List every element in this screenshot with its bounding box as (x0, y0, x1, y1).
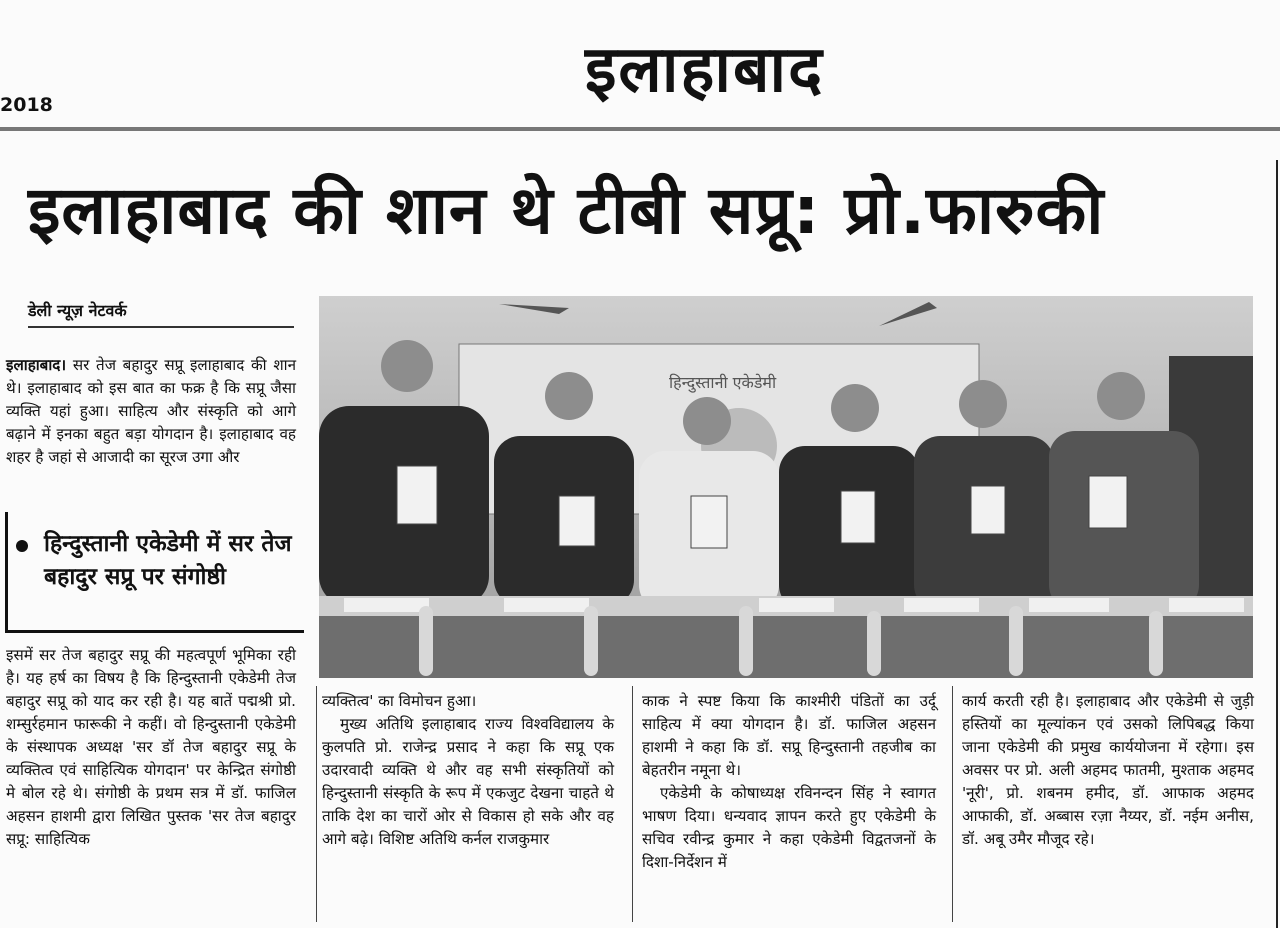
bullet-icon (16, 540, 28, 552)
edition-date: 2018 (0, 94, 53, 116)
article-byline: डेली न्यूज़ नेटवर्क (28, 301, 127, 320)
body-paragraph: कार्य करती रही है। इलाहाबाद और एकेडेमी से जुड़ी हस्तियों का मूल्यांकन एवं उसको लिपिबद्ध किया जाना एकेडेमी की प्रमुख कार्ययोजना में रहेगा। इस अवसर पर प्रो. अली अहमद फातमी, मुश्ताक अहमद 'नूरी', प्रो. शबनम हमीद, डॉ. आफाक अहमद आफाकी, डॉ. अब्बास रज़ा नैय्यर, डॉ. नईम अनीस, डॉ. अबू उमैर मौजूद रहे। (962, 692, 1254, 848)
column-4 (962, 690, 1254, 851)
body-paragraph: काक ने स्पष्ट किया कि काश्मीरी पंडितों का उर्दू साहित्य में क्या योगदान है। डॉ. फाजिल अहसन हाशमी ने कहा कि डॉ. सप्रू हिन्दुस्तानी तहजीब का बेहतरीन नमूना थे। (642, 692, 936, 779)
body-paragraph: इसमें सर तेज बहादुर सप्रू की महत्वपूर्ण भूमिका रही है। यह हर्ष का विषय है कि हिन्दुस्तानी एकेडेमी तेज बहादुर सप्रू को याद कर रही है। यह बातें पद्मश्री प्रो. शम्सुर्रहमान फारूकी ने कहीं। वो हिन्दुस्तानी एकेडेमी के संस्थापक अध्यक्ष 'सर डॉ तेज बहादुर सप्रू के व्यक्तित्व एवं साहित्यिक योगदान' पर केन्द्रित संगोष्ठी मे बोल रहे थे। संगोष्ठी के प्रथम सत्र में डॉ. फाजिल अहसन हाशमी द्वारा लिखित पुस्तक 'सर तेज बहादुर सप्रू: साहित्यिक (6, 646, 296, 848)
dateline: इलाहाबाद। (6, 356, 67, 374)
body-paragraph: व्यक्तित्व' का विमोचन हुआ। (322, 692, 477, 710)
column-2 (322, 690, 614, 851)
banner-text: हिन्दुस्तानी एकेडेमी (669, 373, 777, 392)
column-divider (632, 686, 633, 922)
highlight-text: हिन्दुस्तानी एकेडेमी में सर तेज बहादुर सप्रू पर संगोष्ठी (44, 531, 292, 590)
event-photograph (319, 296, 1253, 678)
newspaper-masthead: इलाहाबाद (585, 33, 825, 107)
byline-divider (28, 326, 294, 328)
column-1-intro (6, 354, 296, 469)
column-1-body (6, 644, 296, 851)
photo-illustration (319, 296, 1253, 678)
column-3 (642, 690, 936, 874)
body-paragraph: एकेडेमी के कोषाध्यक्ष रविनन्दन सिंह ने स्वागत भाषण दिया। धन्यवाद ज्ञापन करते हुए एकेडेमी के सचिव रवीन्द्र कुमार ने कहा एकेडेमी विद्वतजनों के दिशा-निर्देशन में (642, 784, 936, 871)
column-divider (316, 686, 317, 922)
body-paragraph: मुख्य अतिथि इलाहाबाद राज्य विश्वविद्यालय के कुलपति प्रो. राजेन्द्र प्रसाद ने कहा कि सप्रू एक उदारवादी व्यक्ति थे और वह सभी संस्कृतियों को हिन्दुस्तानी संस्कृति के रूप में एकजुट देखना चाहते थे ताकि देश का चारों ओर से विकास हो सके और वह आगे बढ़े। विशिष्ट अतिथि कर्नल राजकुमार (322, 715, 614, 848)
page-right-border (1276, 160, 1278, 928)
article-headline: इलाहाबाद की शान थे टीबी सप्रू: प्रो.फारुकी (28, 172, 1105, 249)
intro-text: सर तेज बहादुर सप्रू इलाहाबाद की शान थे। इलाहाबाद को इस बात का फक्र है कि सप्रू जैसा व्यक्ति यहां हुआ। साहित्य और संस्कृति को आगे बढ़ाने में इनका बहुत बड़ा योगदान है। इलाहाबाद वह शहर है जहां से आजादी का सूरज उगा और (6, 356, 297, 466)
column-divider (952, 686, 953, 922)
masthead-divider (0, 127, 1280, 131)
